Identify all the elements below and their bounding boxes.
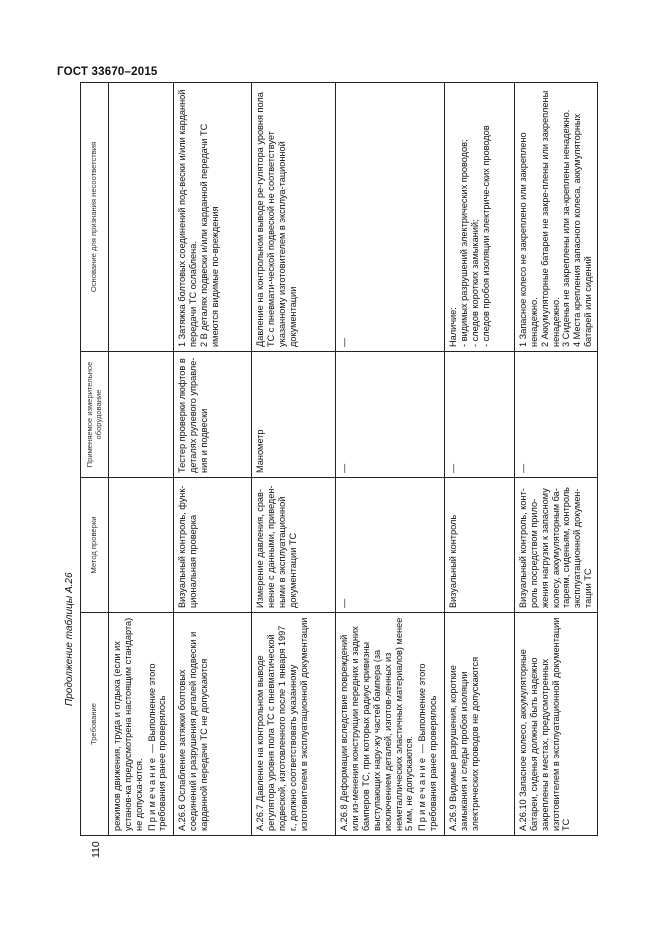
note-label: Примечание [417, 755, 428, 831]
requirement-text: А.26.8 Деформации вследствие повреждений или из-менения конструкции передних и задних бамперов ТС, при которых радиус кривизны выступающих нару-жу частей бампера (за исключением деталей, изготов-ленных из неметаллических эластичных материалов) менее 5 мм, не допускаются. [339, 617, 415, 831]
equipment-cell: Манометр [252, 352, 336, 478]
basis-cell [445, 83, 515, 352]
equipment-cell: Тестер проверки люфтов в деталях рулевого управле-ния и подвески [174, 352, 252, 478]
method-cell: Измерение давления, срав-нение с данными, приведен-ными в эксплуатационной документации ТС [252, 478, 336, 613]
table-caption: Продолжение таблицы А.26 [64, 572, 75, 706]
requirement-cell: А.26.6 Ослабление затяжки болтовых соединений и разрушения деталей подвески и карданной передачи ТС не допускаются [174, 613, 252, 836]
table-row [109, 83, 174, 836]
table-row [174, 83, 252, 836]
method-cell: Визуальный контроль, функ-циональная проверка [174, 478, 252, 613]
table-row [336, 83, 445, 836]
equipment-cell: — [515, 352, 598, 478]
basis-text: 1 Затяжка болтовых соединений под-вески и/или карданной передачи ТС ослаблена. 2 В деталях подвески и/или карданной передачи ТС имеются видимые по-вреждения [177, 89, 220, 347]
equipment-cell: — [445, 352, 515, 478]
basis-cell [515, 83, 598, 352]
table-row [252, 83, 336, 836]
basis-cell: Давление на контрольном выводе ре-гулятора уровня пола ТС с пневмати-ческой подвеской не соответствует указанному изготовителем в эксплуа-тационной документации [252, 83, 336, 352]
requirement-cell: А.26.7 Давление на контрольном выводе регулятора уровня пола ТС с пневматической подвеской, изготовленного после 1 января 1997 г., должно соответствовать указанному изготовителем в эксплуатационной документации [252, 613, 336, 836]
note [147, 617, 169, 831]
requirement-cell: А.26.10 Запасное колесо, аккумуляторные батареи, сиденья должны быть надежно закреплены в местах, предусмотренных изготовителем в эксплуатационной документации ТС [515, 613, 598, 836]
column-header-method: Метод проверки [81, 478, 109, 613]
requirement-cell: А.26.9 Видимые разрушения, короткие замыкания и следы пробоя изоляции электрических проводов не допускаются [445, 613, 515, 836]
requirement-cell [109, 613, 174, 836]
basis-text: Наличие: - видимых разрушений электрических проводов; - следов коротких замыканий; - следов пробоя изоляции электриче-ских проводов [448, 125, 491, 347]
method-cell: Визуальный контроль [445, 478, 515, 613]
column-header-equipment: Применяемое измерительное оборудование [81, 352, 109, 478]
basis-cell: — [336, 83, 445, 352]
equipment-cell [109, 352, 174, 478]
column-header-basis: Основание для признания несоответствия [81, 83, 109, 352]
method-cell: Визуальный контроль, конт-роль посредством прило-жения нагрузки к запасному колесу, аккумуляторным ба-тареям, сиденьям, контроль эксплуатационной докумен-тации ТС [515, 478, 598, 613]
table-row [445, 83, 515, 836]
equipment-cell: — [336, 352, 445, 478]
basis-text: 1 Запасное колесо не закреплено или закреплено ненадежно. 2 Аккумуляторные батареи не закре-плены или закреплены ненадежно. 3 Сиденья не закреплены или за-креплены ненадежно. 4 Места крепления запасного колеса, аккумуляторных батарей или сидений [518, 90, 594, 347]
basis-cell [109, 83, 174, 352]
note [417, 617, 439, 831]
page-number: 110 [90, 841, 102, 858]
document-header: ГОСТ 33670–2015 [57, 66, 158, 78]
note-text: — Выполнение этого требования ранее проверялось [146, 663, 168, 831]
method-cell: — [336, 478, 445, 613]
note-label: Примечание [146, 755, 157, 831]
table-header-row [81, 83, 109, 836]
requirement-cell [336, 613, 445, 836]
note-text: — Выполнение этого требования ранее проверялось [417, 663, 439, 831]
table-row [515, 83, 598, 836]
requirement-text: режимов движения, труда и отдыха (если их установ-ка предусмотрена настоящим стандарта) не допуска-ются. [112, 617, 144, 831]
column-header-requirement: Требование [81, 613, 109, 836]
method-cell [109, 478, 174, 613]
requirements-table [80, 82, 598, 836]
basis-cell [174, 83, 252, 352]
